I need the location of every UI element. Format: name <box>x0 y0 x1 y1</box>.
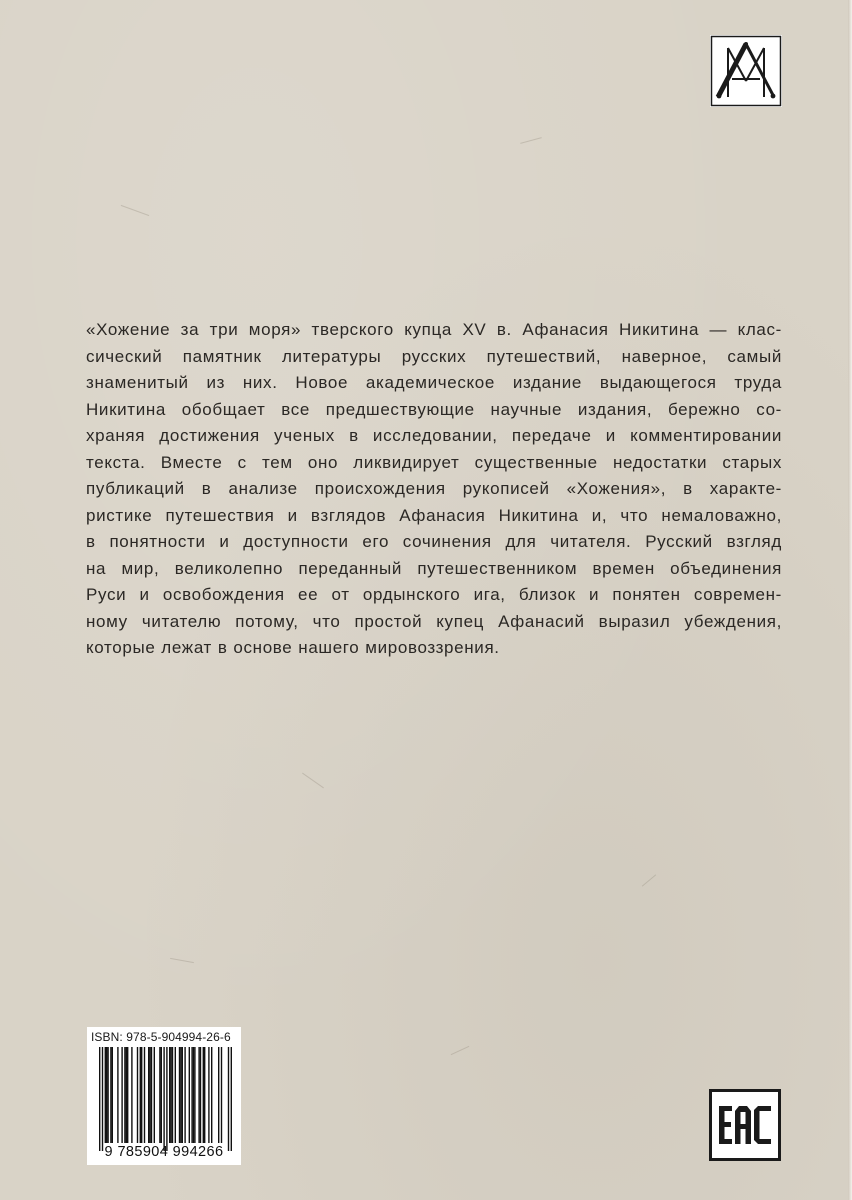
barcode-bar <box>172 1047 173 1143</box>
barcode-bar <box>131 1047 132 1143</box>
description-line: сический памятник литературы русских путешествий, наверное, самый <box>86 346 782 366</box>
barcode-bar <box>141 1047 142 1143</box>
barcode-bar <box>121 1047 122 1143</box>
barcode-bar <box>163 1047 164 1151</box>
barcode-bar <box>110 1047 111 1143</box>
description-line: храняя достижения ученых в исследовании, передаче и комментировании <box>86 426 782 445</box>
paper-fiber <box>520 137 542 144</box>
barcode-bar <box>137 1047 138 1143</box>
barcode-bar <box>140 1047 141 1143</box>
paper-fiber <box>451 1046 470 1055</box>
isbn-barcode <box>87 1027 241 1165</box>
barcode-bar <box>180 1047 181 1143</box>
isbn-label: ISBN: 978-5-904994-26-6 <box>91 1030 231 1044</box>
barcode-bar <box>179 1047 180 1143</box>
description-line: ристике путешествия и взглядов Афанасия Никитина и, что немаловажно, <box>86 505 782 525</box>
description-line: «Хожение за три моря» тверского купца XV в. Афанасия Никитина — клас- <box>86 320 782 339</box>
eac-conformity-mark-icon <box>709 1089 781 1161</box>
barcode-bar <box>161 1047 162 1143</box>
cover-edge <box>848 0 852 1200</box>
barcode-bar <box>231 1047 232 1151</box>
barcode-bar <box>182 1047 183 1143</box>
barcode-bar <box>159 1047 160 1143</box>
barcode-bar <box>144 1047 145 1143</box>
barcode-bar <box>151 1047 152 1143</box>
barcode-bar <box>175 1047 176 1143</box>
barcode-bar <box>99 1047 100 1151</box>
barcode-bar <box>169 1047 170 1143</box>
eac-mark-svg <box>709 1089 781 1161</box>
barcode-digits: 9 785904 994266 <box>104 1144 224 1160</box>
barcode-bar <box>112 1047 113 1143</box>
barcode-bar <box>228 1047 229 1151</box>
description-line: публикаций в анализе происхождения рукописей «Хожения», в характе- <box>86 479 782 498</box>
barcode-bar <box>148 1047 149 1143</box>
barcode-bar <box>117 1047 118 1143</box>
barcode-bar <box>208 1047 209 1143</box>
paper-fiber <box>121 205 150 216</box>
barcode-bar <box>193 1047 194 1143</box>
barcode-bar <box>198 1047 199 1143</box>
paper-fiber <box>302 773 324 789</box>
barcode-bar <box>105 1047 106 1143</box>
barcode-bar <box>154 1047 155 1143</box>
description-line: знаменитый из них. Новое академическое издание выдающегося труда <box>86 373 782 392</box>
description-line: ному читателю потому, что простой купец Афанасий выразил убеждения, <box>86 611 782 631</box>
description-line: Никитина обобщает все предшествующие научные издания, бережно со- <box>86 399 782 419</box>
barcode-bar <box>221 1047 222 1143</box>
barcode-bar <box>124 1047 125 1143</box>
description-line: в понятности и доступности его сочинения для читателя. Русский взгляд <box>86 532 782 551</box>
barcode-bar <box>149 1047 150 1143</box>
paper-fiber <box>170 958 194 963</box>
paper-fiber <box>642 874 656 886</box>
barcode-bar <box>106 1047 107 1143</box>
barcode-bar <box>189 1047 190 1143</box>
barcode-bar <box>211 1047 212 1143</box>
barcode-bar <box>170 1047 171 1143</box>
barcode-bar <box>102 1047 103 1151</box>
publisher-monogram-svg <box>710 35 782 107</box>
description-line: текста. Вместе с тем оно ликвидирует существенные недостатки старых <box>86 452 782 472</box>
description-line: Руси и освобождения ее от ордынского ига, близок и понятен современ- <box>86 585 782 604</box>
barcode-bar <box>126 1047 127 1143</box>
description-line: которые лежат в основе нашего мировоззрения. <box>86 638 500 657</box>
barcode-bar <box>184 1047 185 1143</box>
book-description <box>86 317 782 662</box>
barcode-bar <box>204 1047 205 1143</box>
barcode-bar <box>191 1047 192 1143</box>
barcode-bar <box>127 1047 128 1143</box>
barcode-bar <box>107 1047 108 1143</box>
barcode-bar <box>218 1047 219 1143</box>
description-line: на мир, великолепно переданный путешественником времен объединения <box>86 558 782 578</box>
publisher-monogram-icon <box>710 35 782 107</box>
barcode-bar <box>166 1047 167 1151</box>
barcode-bar <box>203 1047 204 1143</box>
barcode-bar <box>194 1047 195 1143</box>
barcode-bar <box>200 1047 201 1143</box>
